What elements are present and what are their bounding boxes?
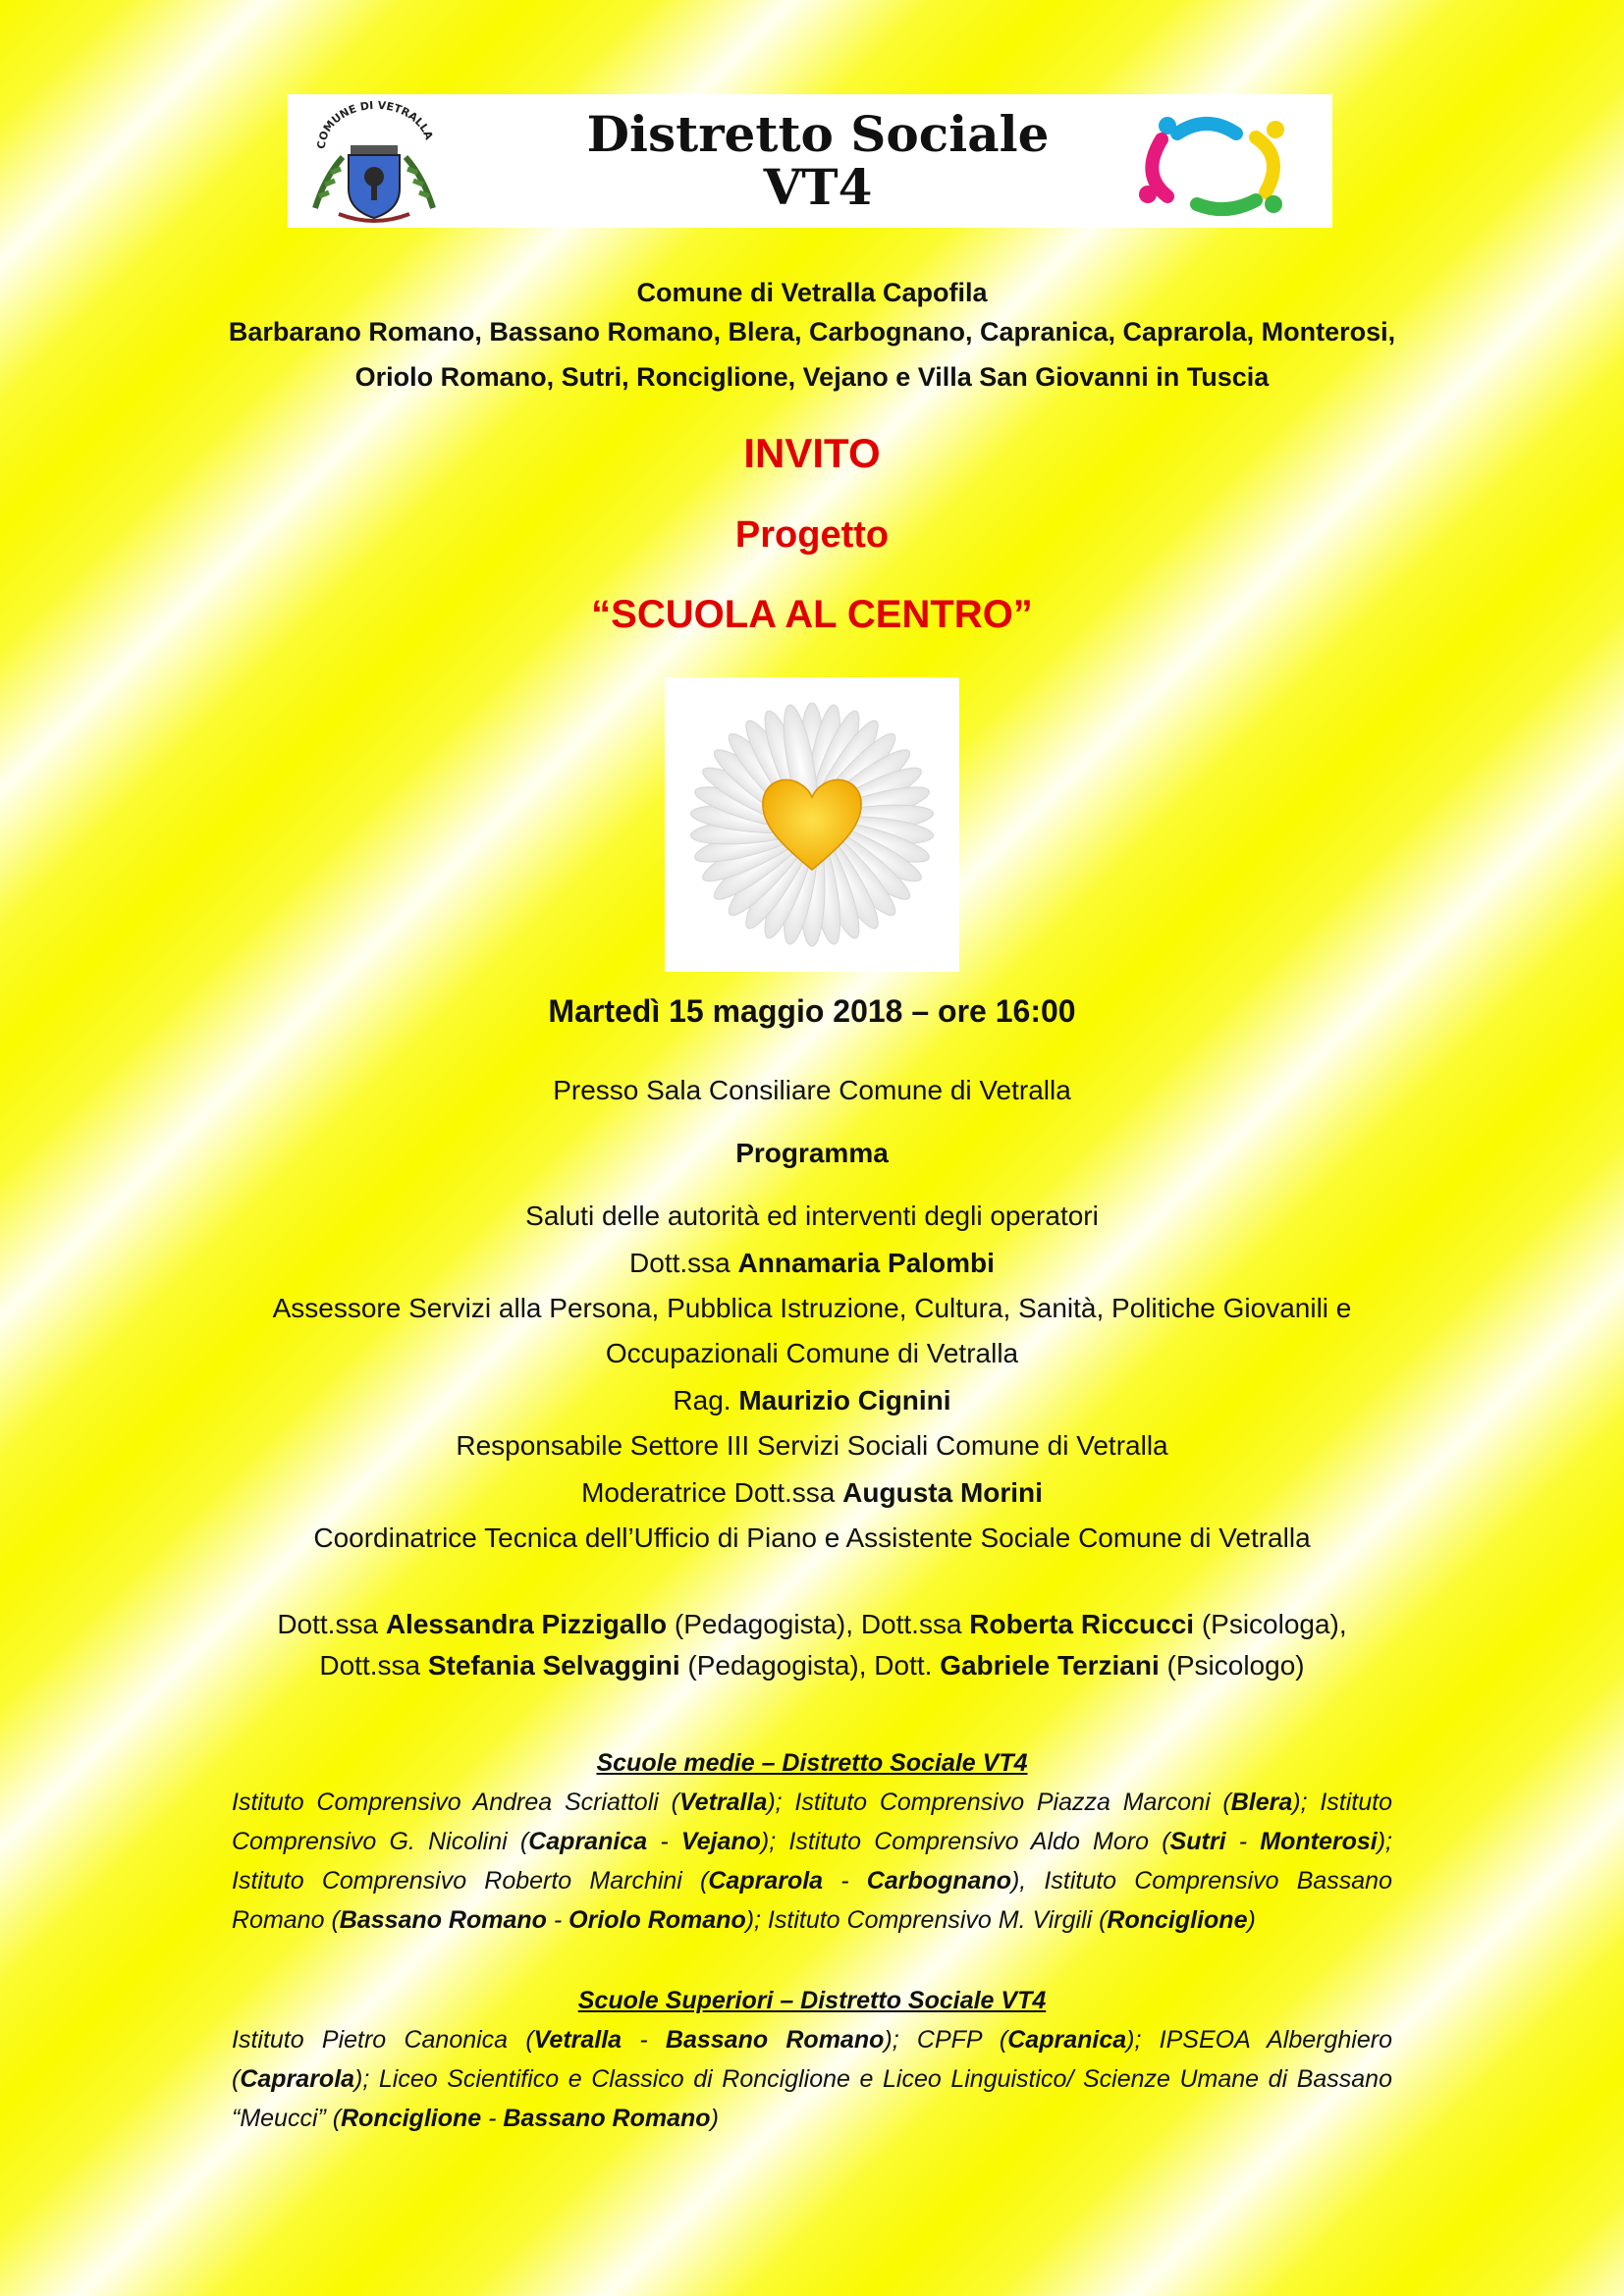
- scuole-medie-section: [232, 1743, 1392, 1940]
- speaker-name: Gabriele Terziani: [940, 1650, 1160, 1681]
- school-location: Vetralla: [678, 1789, 768, 1816]
- school-location: Caprarola: [240, 2065, 355, 2093]
- header-municipalities-line2: Oriolo Romano, Sutri, Ronciglione, Vejano e Villa San Giovanni in Tuscia: [354, 362, 1270, 392]
- svg-text:COMUNE DI VETRALLA: [315, 99, 436, 149]
- banner-title-line1: Distretto Sociale: [586, 105, 1050, 163]
- title-prefix: Dott.ssa: [277, 1609, 386, 1639]
- header-capofila: Comune di Vetralla Capofila: [636, 278, 988, 307]
- scuole-medie-list: [232, 1783, 1392, 1940]
- school-location: Bassano Romano: [339, 1906, 547, 1934]
- program-saluti: Saluti delle autorità ed interventi degli operatori: [525, 1201, 1099, 1231]
- event-place: Presso Sala Consiliare Comune di Vetralla: [553, 1075, 1071, 1105]
- school-location: Capranica: [528, 1828, 648, 1855]
- banner-title: [474, 105, 1162, 216]
- school-location: Blera: [1230, 1789, 1293, 1816]
- program-speaker-2: [0, 1378, 1624, 1423]
- scuole-superiori-section: [232, 1981, 1392, 2138]
- school-location: Sutri: [1169, 1828, 1226, 1855]
- program-role-2: Responsabile Settore III Servizi Sociali Comune di Vetralla: [456, 1430, 1168, 1461]
- title-prefix: Rag.: [673, 1385, 739, 1415]
- speaker-role: (Psicologo): [1159, 1650, 1305, 1681]
- project-name: “SCUOLA AL CENTRO”: [591, 593, 1033, 636]
- school-location: Monterosi: [1260, 1828, 1378, 1855]
- school-location: Bassano Romano: [503, 2105, 711, 2132]
- header-banner: [288, 94, 1332, 228]
- school-text: ): [710, 2105, 719, 2132]
- crest-text: COMUNE DI VETRALLA: [314, 98, 436, 150]
- heart-daisy-icon: [665, 677, 959, 972]
- invito-title: INVITO: [743, 430, 881, 476]
- scuole-medie-heading: Scuole medie – Distretto Sociale VT4: [596, 1749, 1028, 1777]
- school-location: Bassano Romano: [665, 2026, 885, 2054]
- speaker-role: (Psicologa),: [1194, 1609, 1347, 1639]
- people-circle-logo-icon: [1109, 104, 1325, 220]
- town-crest-icon: [296, 98, 453, 224]
- speaker-name: Stefania Selvaggini: [427, 1650, 680, 1681]
- speaker-role: (Pedagogista),: [667, 1609, 861, 1639]
- school-text: ); Istituto Comprensivo G. Nicolini (: [232, 1789, 1392, 1855]
- title-prefix: Dott.ssa: [629, 1248, 738, 1278]
- school-location: Carbognano: [866, 1867, 1011, 1895]
- scuole-superiori-list: [232, 2020, 1392, 2138]
- speakers-line-1: [0, 1602, 1624, 1647]
- speaker-role: (Pedagogista),: [679, 1650, 875, 1681]
- title-prefix: Dott.: [874, 1650, 941, 1681]
- school-location: Oriolo Romano: [568, 1906, 746, 1934]
- header-municipalities-line1: Barbarano Romano, Bassano Romano, Blera, Carbognano, Capranica, Caprarola, Monterosi,: [228, 317, 1396, 347]
- program-speaker-1: [0, 1241, 1624, 1286]
- school-text: Istituto Pietro Canonica (: [232, 2026, 534, 2054]
- school-text: -: [546, 1906, 569, 1934]
- title-prefix: Dott.ssa: [319, 1650, 428, 1681]
- school-text: Istituto Comprensivo Andrea Scriattoli (: [232, 1789, 679, 1816]
- speaker-name: Annamaria Palombi: [737, 1248, 995, 1278]
- school-location: Caprarola: [708, 1867, 824, 1895]
- school-text: ), Istituto Comprensivo Bassano Romano (: [232, 1867, 1392, 1934]
- school-text: ): [1247, 1906, 1256, 1934]
- banner-title-line2: VT4: [763, 158, 873, 216]
- school-location: Ronciglione: [1107, 1906, 1248, 1934]
- school-location: Vetralla: [533, 2026, 623, 2054]
- programma-heading: Programma: [735, 1138, 889, 1168]
- school-location: Vejano: [680, 1828, 761, 1855]
- school-location: Ronciglione: [341, 2105, 482, 2132]
- flower-image: [665, 677, 959, 972]
- speakers-line-2: [0, 1643, 1624, 1688]
- title-prefix: Dott.ssa: [860, 1609, 970, 1639]
- event-date: Martedì 15 maggio 2018 – ore 16:00: [548, 993, 1076, 1029]
- school-text: ); Istituto Comprensivo Piazza Marconi (: [767, 1789, 1231, 1816]
- program-role-1b: Occupazionali Comune di Vetralla: [605, 1338, 1019, 1368]
- school-text: -: [481, 2105, 504, 2132]
- speaker-name: Augusta Morini: [842, 1477, 1043, 1508]
- school-location: Capranica: [1007, 2026, 1127, 2054]
- program-speaker-3: [0, 1470, 1624, 1516]
- school-text: ); Istituto Comprensivo M. Virgili (: [745, 1906, 1108, 1934]
- title-prefix: Moderatrice Dott.ssa: [581, 1477, 843, 1508]
- program-role-3: Coordinatrice Tecnica dell’Ufficio di Piano e Assistente Sociale Comune di Vetralla: [313, 1522, 1311, 1553]
- school-text: -: [622, 2026, 666, 2054]
- school-text: ); Istituto Comprensivo Aldo Moro (: [760, 1828, 1170, 1855]
- school-text: -: [647, 1828, 681, 1855]
- school-text: -: [1225, 1828, 1261, 1855]
- scuole-superiori-heading: Scuole Superiori – Distretto Sociale VT4: [577, 1987, 1047, 2014]
- school-text: -: [823, 1867, 867, 1895]
- school-text: ); Liceo Scientifico e Classico di Ronciglione e Liceo Linguistico/ Scienze Umane di Bassano “Meucci” (: [232, 2065, 1392, 2132]
- speaker-name: Alessandra Pizzigallo: [385, 1609, 668, 1639]
- speaker-name: Maurizio Cignini: [738, 1385, 951, 1415]
- school-text: ); IPSEOA Alberghiero (: [232, 2026, 1392, 2093]
- program-role-1a: Assessore Servizi alla Persona, Pubblica Istruzione, Cultura, Sanità, Politiche Giovanili e: [272, 1293, 1352, 1323]
- school-text: ); CPFP (: [884, 2026, 1008, 2054]
- speaker-name: Roberta Riccucci: [969, 1609, 1195, 1639]
- progetto-label: Progetto: [734, 514, 890, 556]
- school-text: ); Istituto Comprensivo Roberto Marchini (: [232, 1828, 1392, 1895]
